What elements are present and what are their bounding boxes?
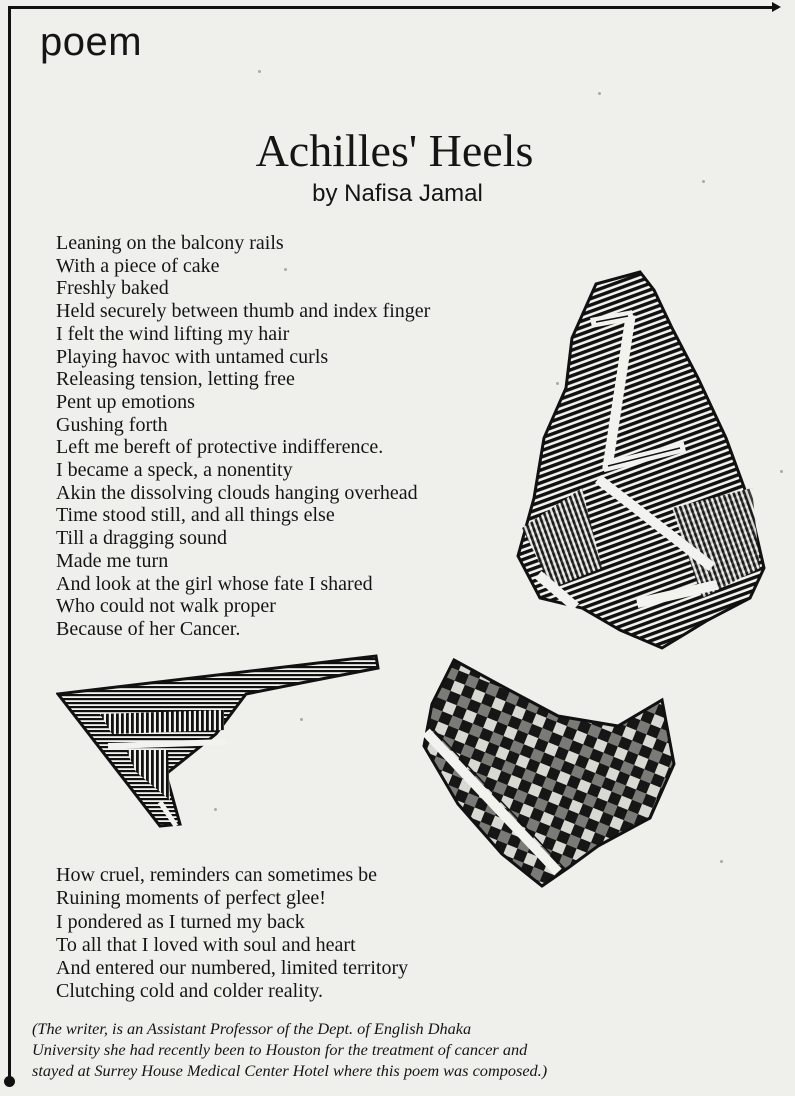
author-note-line: stayed at Surrey House Medical Center Hotel where this poem was composed.) — [32, 1061, 548, 1080]
bullet-dot-icon — [4, 1076, 15, 1087]
print-speck — [214, 808, 217, 811]
poem-line: Pent up emotions — [56, 390, 195, 413]
poem-line: Left me bereft of protective indifference. — [56, 436, 384, 459]
poem-line: Because of her Cancer. — [56, 617, 241, 640]
poem-line: How cruel, reminders can sometimes be — [56, 864, 378, 886]
print-speck — [598, 92, 601, 95]
poem-line: Time stood still, and all things else — [56, 504, 335, 527]
poem-line: And look at the girl whose fate I shared — [56, 572, 373, 595]
print-speck — [300, 718, 303, 721]
poem-title-text: Achilles' Heels — [255, 125, 534, 176]
poem-line: Gushing forth — [56, 413, 168, 436]
poem-line: Releasing tension, letting free — [56, 368, 295, 391]
poem-line: To all that I loved with soul and heart — [56, 933, 356, 956]
poem-line: Playing havoc with untamed curls — [56, 345, 329, 368]
stanza-1 — [56, 232, 430, 641]
author-note — [32, 1018, 760, 1081]
stanza-2 — [56, 864, 408, 1004]
poem-line: Freshly baked — [56, 277, 169, 300]
poem-line: With a piece of cake — [56, 254, 220, 277]
print-speck — [258, 70, 261, 73]
checkered-cloth-illustration — [418, 654, 676, 890]
drape-illustration — [512, 268, 768, 656]
poem-line: Till a dragging sound — [56, 527, 227, 550]
shelf-illustration — [56, 654, 382, 834]
byline-text: by Nafisa Jamal — [312, 180, 483, 207]
print-speck — [284, 268, 287, 271]
poem-line: Leaning on the balcony rails — [56, 232, 284, 254]
poem-line: I felt the wind lifting my hair — [56, 322, 290, 345]
arrow-icon — [772, 2, 781, 12]
top-border-rule — [8, 6, 778, 9]
poem-byline — [0, 182, 795, 206]
print-speck — [556, 382, 559, 385]
poem-line: Who could not walk proper — [56, 595, 276, 618]
poem-line: And entered our numbered, limited territory — [56, 957, 409, 980]
print-speck — [780, 470, 783, 473]
print-speck — [702, 180, 705, 183]
print-speck — [720, 860, 723, 863]
author-note-line: University she had recently been to Houston for the treatment of cancer and — [32, 1040, 528, 1059]
poem-line: Ruining moments of perfect glee! — [56, 887, 326, 910]
author-note-line: (The writer, is an Assistant Professor of the Dept. of English Dhaka — [32, 1019, 472, 1038]
poem-line: I pondered as I turned my back — [56, 910, 305, 933]
poem-title — [0, 125, 795, 176]
poem-line: Clutching cold and colder reality. — [56, 980, 323, 1003]
poem-line: Akin the dissolving clouds hanging overhead — [56, 481, 418, 504]
section-label: poem — [40, 20, 143, 64]
poem-line: Made me turn — [56, 549, 169, 572]
poem-line: I became a speck, a nonentity — [56, 459, 293, 482]
poem-line: Held securely between thumb and index finger — [56, 300, 431, 323]
